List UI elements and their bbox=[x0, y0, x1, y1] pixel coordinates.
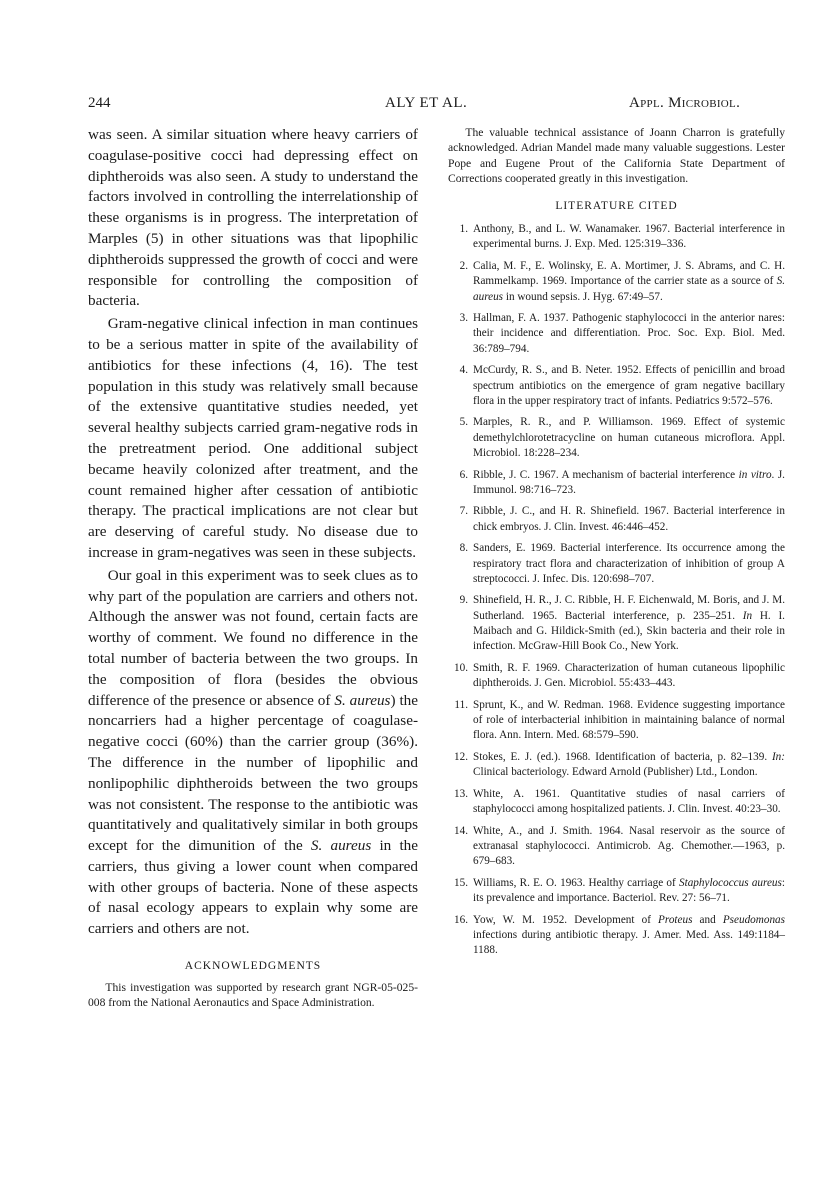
page-number: 244 bbox=[88, 95, 111, 111]
running-head-journal: Appl. Microbiol. bbox=[629, 95, 741, 111]
body-paragraph: Gram-negative clinical infection in man continues to be a serious matter in spite of the availability of antibiotics for these infections (4, 16). The test population in this study was relatively small because of the extensive quantitative studies needed, yet several healthy subjects carried gram-negative rods in the pretreatment period. One additional subject became heavily colonized after treatment, and the count remained higher after cessation of antibiotic therapy. The practical implications are not clear but are deserving of careful study. No disease due to increase in gram-negatives was seen in these subjects. bbox=[88, 315, 418, 561]
reference-item: 16. Yow, W. M. 1952. Development of Proteus and Pseudomonas infections during antibiotic therapy. J. Amer. Med. Ass. 149:1184–1188. bbox=[454, 913, 785, 957]
body-paragraph: Our goal in this experiment was to seek clues as to why part of the population are carriers and others not. Although the answer was not found, certain facts are worthy of comment. We found no difference in the total number of bacteria between the two groups. In the composition of flora (besides the obvious difference of the presence or absence of S. aureus) the noncarriers had a higher percentage of coagulase-negative cocci (60%) than the carrier group (36%). The difference in the number of lipophilic and nonlipophilic diphtheroids between the two groups was not consistent. The response to the antibiotic was quantitatively and qualitatively similar in both groups except for the dimunition of the S. aureus in the carriers, thus giving a lower count when compared with other groups of bacteria. None of these aspects of nasal ecology appears to explain why some are carriers and others are not. bbox=[88, 566, 418, 938]
reference-item: 5. Marples, R. R., and P. Williamson. 1969. Effect of systemic demethylchlorotetracycline on human cutaneous microflora. Appl. Microbiol. 18:228–234. bbox=[459, 416, 785, 459]
acknowledgment-text: This investigation was supported by research grant NGR-05-025-008 from the National Aeronautics and Space Administration. bbox=[88, 981, 418, 1010]
reference-item: 4. McCurdy, R. S., and B. Neter. 1952. Effects of penicillin and broad spectrum antibiotics on the emergence of gram negative bacillary flora in the upper respiratory tract of infants. Pediatrics 9:572–576. bbox=[459, 364, 785, 407]
reference-item: 12. Stokes, E. J. (ed.). 1968. Identification of bacteria, p. 82–139. In: Clinical bacteriology. Edward Arnold (Publisher) Ltd., London. bbox=[454, 750, 785, 778]
reference-item: 2. Calia, M. F., E. Wolinsky, E. A. Mortimer, J. S. Abrams, and C. H. Rammelkamp. 1969. Importance of the carrier state as a source of S. aureus in wound sepsis. J. Hyg. 67:49–57. bbox=[459, 260, 785, 303]
reference-item: 6. Ribble, J. C. 1967. A mechanism of bacterial interference in vitro. J. Immunol. 98:716–723. bbox=[459, 468, 785, 496]
reference-item: 1. Anthony, B., and L. W. Wanamaker. 1967. Bacterial interference in experimental burns. J. Exp. Med. 125:319–336. bbox=[459, 223, 785, 251]
left-column bbox=[88, 125, 418, 1011]
right-column bbox=[448, 125, 785, 965]
reference-item: 7. Ribble, J. C., and H. R. Shinefield. 1967. Bacterial interference in chick embryos. J. Clin. Invest. 46:446–452. bbox=[459, 505, 785, 533]
acknowledgments-heading: ACKNOWLEDGMENTS bbox=[184, 960, 322, 973]
reference-item: 15. Williams, R. E. O. 1963. Healthy carriage of Staphylococcus aureus: its prevalence and importance. Bacteriol. Rev. 27: 56–71. bbox=[454, 876, 785, 904]
body-paragraph: was seen. A similar situation where heavy carriers of coagulase-positive cocci had depressing effect on diphtheroids was also seen. A study to understand the factors involved in controlling the interrelationship of these organisms is in progress. The interpretation of Marples (5) in other situations was that lipophilic diphtheroids suppressed the growth of cocci and were responsible for controlling the composition of bacteria. bbox=[88, 126, 418, 310]
reference-item: 10. Smith, R. F. 1969. Characterization of human cutaneous lipophilic diphtheroids. J. Gen. Microbiol. 55:433–443. bbox=[454, 661, 785, 689]
reference-item: 8. Sanders, E. 1969. Bacterial interference. Its occurrence among the respiratory tract flora and characterization of inhibition of group A streptococci. J. Infec. Dis. 120:698–707. bbox=[459, 542, 785, 585]
running-head-authors: ALY ET AL. bbox=[385, 95, 468, 111]
reference-item: 13. White, A. 1961. Quantitative studies of nasal carriers of staphylococci among hospitalized patients. J. Clin. Invest. 40:23–30. bbox=[454, 787, 785, 815]
reference-item: 9. Shinefield, H. R., J. C. Ribble, H. F. Eichenwald, M. Boris, and J. M. Sutherland. 1965. Bacterial interference, p. 235–251. In H. I. Maibach and G. Hildick-Smith (ed.), Skin bacteria and their role in infection. McGraw-Hill Book Co., New York. bbox=[459, 594, 785, 653]
reference-item: 11. Sprunt, K., and W. Redman. 1968. Evidence suggesting importance of role of interbacterial inhibition in maintaining balance of normal flora. Ann. Intern. Med. 68:579–590. bbox=[454, 698, 785, 742]
reference-item: 14. White, A., and J. Smith. 1964. Nasal reservoir as the source of extranasal staphylococci. Antimicrob. Ag. Chemother.—1963, p. 679–683. bbox=[454, 824, 785, 867]
literature-cited-heading: LITERATURE CITED bbox=[555, 200, 678, 213]
acknowledgment-text: The valuable technical assistance of Joann Charron is gratefully acknowledged. Adrian Mandel made many valuable suggestions. Lester Pope and Eugene Prout of the California State Department of Corrections cooperated greatly in this investigation. bbox=[448, 126, 785, 185]
reference-item: 3. Hallman, F. A. 1937. Pathogenic staphylococci in the anterior nares: their incidence and differentiation. Proc. Soc. Exp. Biol. Med. 36:789–794. bbox=[459, 312, 785, 355]
